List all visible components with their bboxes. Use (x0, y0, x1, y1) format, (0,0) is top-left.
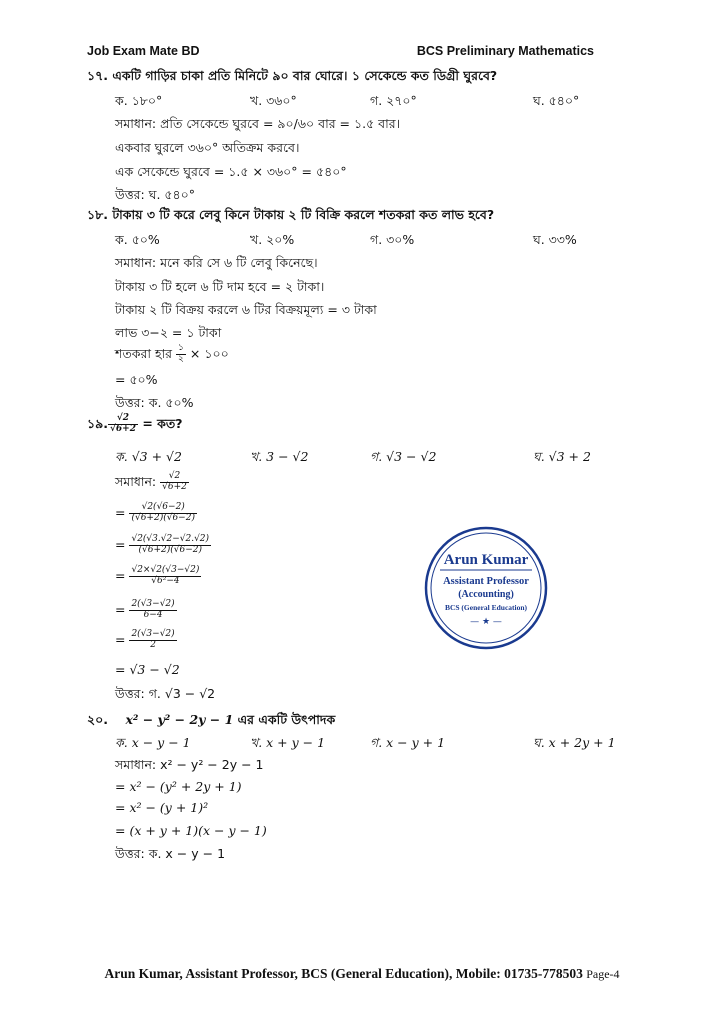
question-18: ১৮. টাকায় ৩ টি করে লেবু কিনে টাকায় ২ টি বিক্রি করলে শতকরা কত লাভ হবে? (87, 207, 495, 222)
options-17 (115, 93, 635, 113)
option-gha: ঘ. √3 + 2 (533, 449, 591, 464)
stamp-title: Assistant Professor (443, 576, 529, 587)
option-ga: গ. ৩০% (370, 232, 415, 247)
question-20 (87, 712, 335, 732)
rate-suffix: × ১০০ (189, 345, 229, 361)
options-18 (115, 232, 635, 252)
question-19 (87, 414, 183, 436)
fraction-numerator: √2(√6−2) (129, 503, 197, 514)
answer-20: উত্তর: ক. x − y − 1 (115, 846, 226, 861)
solution-step: = $\frac{2(√3-√2)}{6-4}$ (115, 599, 175, 620)
fraction-numerator: √2(√3.√2−√2.√2) (131, 534, 210, 544)
option-ka: ক. x − y − 1 (115, 735, 191, 750)
fraction-denominator: ২ (178, 353, 184, 364)
final-line: = √3 − √2 (115, 662, 180, 677)
solution-line: = (x + y + 1)(x − y − 1) (115, 823, 267, 838)
fraction-numerator: √2×√2(√3−√2) (131, 565, 200, 575)
solution-step: = $\frac{√2(√6-2)}{(√6+2)(√6-2)}$ (115, 502, 195, 523)
page-footer (0, 966, 724, 982)
fraction-denominator: 6−4 (143, 609, 163, 620)
question-expression: x² − y² − 2y − 1 (125, 712, 234, 727)
seal-stamp (424, 526, 548, 650)
question-tail: এর একটি উৎপাদক (237, 712, 336, 727)
stamp-dept: (Accounting) (458, 589, 514, 600)
fraction-numerator: ১ (176, 344, 186, 355)
solution-step: = $\frac{√2(√3.√2-√2.√2)}{(√6+2)(√6-2)}$ (115, 534, 210, 555)
stamp-star: — ★ — (470, 617, 502, 627)
step-fraction (129, 566, 201, 587)
fraction-numerator: √2 (160, 472, 189, 483)
fraction-numerator: √2 (108, 414, 138, 425)
fraction-denominator: (√6+2)(√6−2) (138, 544, 202, 555)
rate-prefix: শতকরা হার (115, 345, 173, 361)
page-number: Page-4 (586, 967, 620, 981)
rate-fraction (176, 344, 186, 365)
solution-line: টাকায় ২ টি বিক্রয় করলে ৬ টির বিক্রয়মূল্য = ৩ টাকা (115, 302, 377, 317)
option-kha: খ. ৩৬০° (250, 93, 297, 108)
question-fraction (108, 414, 138, 435)
solution-line: একবার ঘুরলে ৩৬০° অতিক্রম করবে। (115, 140, 300, 155)
solution-line: লাভ ৩−২ = ১ টাকা (115, 325, 222, 340)
solution-line: সমাধান: প্রতি সেকেন্ডে ঘুরবে = ৯০/৬০ বার = ১.৫ বার। (115, 116, 401, 131)
solution-line: = x² − (y + 1)² (115, 800, 209, 815)
header-left: Job Exam Mate BD (87, 44, 200, 58)
question-number: ২০. (87, 712, 109, 727)
solution-line: সমাধান: x² − y² − 2y − 1 (115, 757, 264, 772)
stamp-name: Arun Kumar (443, 552, 529, 568)
solution-label: সমাধান: (115, 473, 157, 489)
option-kha: খ. x + y − 1 (250, 735, 326, 750)
stamp-outer-ring (426, 528, 546, 648)
option-gha: ঘ. ৩৩% (533, 232, 577, 247)
option-gha: ঘ. x + 2y + 1 (533, 735, 616, 750)
question-number: ১৯. (87, 415, 108, 431)
answer-17: উত্তর: ঘ. ৫৪০° (115, 187, 196, 202)
fraction-denominator: 2 (150, 639, 156, 650)
step-fraction (160, 472, 189, 493)
step-fraction (129, 535, 211, 556)
solution-line: = x² − (y² + 2y + 1) (115, 779, 242, 794)
solution-step: = $\frac{√2\times√2(√3-√2)}{\text{√6²−4}}$ (115, 565, 200, 586)
option-kha: খ. ২০% (250, 232, 295, 247)
option-kha: খ. 3 − √2 (250, 449, 309, 464)
options-20 (115, 735, 635, 755)
step-fraction (129, 630, 176, 651)
solution-line: এক সেকেন্ডে ঘুরবে = ১.৫ × ৩৬০° = ৫৪০° (115, 164, 347, 179)
fraction-denominator: (√6+2)(√6−2) (131, 512, 195, 523)
option-gha: ঘ. ৫৪০° (533, 93, 580, 108)
fraction-numerator: 2(√3−√2) (131, 629, 175, 639)
option-ka: ক. ১৮০° (115, 93, 163, 108)
solution-line: টাকায় ৩ টি হলে ৬ টি দাম হবে = ২ টাকা। (115, 279, 325, 294)
option-ka: ক. ৫০% (115, 232, 160, 247)
header-right: BCS Preliminary Mathematics (416, 44, 594, 58)
option-ga: গ. x − y + 1 (370, 735, 446, 750)
solution-line: সমাধান: মনে করি সে ৬ টি লেবু কিনেছে। (115, 255, 318, 270)
answer-19: উত্তর: গ. √3 − √2 (115, 686, 216, 701)
fraction-denominator: √6²−4 (151, 575, 180, 586)
step-fraction (129, 600, 176, 621)
stamp-cadre: BCS (General Education) (444, 603, 528, 612)
result-line: = ৫০% (115, 372, 158, 387)
options-19 (115, 449, 635, 469)
option-ga: গ. ২৭০° (370, 93, 417, 108)
option-ga: গ. √3 − √2 (370, 449, 437, 464)
fraction-denominator: √6+2 (162, 481, 187, 492)
question-17: ১৭. একটি গাড়ির চাকা প্রতি মিনিটে ৯০ বার ঘোরে। ১ সেকেন্ডে কত ডিগ্রী ঘুরবে? (87, 68, 498, 83)
option-ka: ক. √3 + √2 (115, 449, 182, 464)
rate-line (115, 344, 229, 366)
solution-start (115, 472, 189, 494)
fraction-denominator: √6+2 (109, 423, 136, 434)
question-tail: = কত? (142, 415, 183, 431)
fraction-numerator: 2(√3−√2) (131, 599, 175, 609)
footer-text: Arun Kumar, Assistant Professor, BCS (General Education), Mobile: 01735-778503 (104, 966, 583, 981)
step-fraction (129, 503, 197, 524)
solution-step: = $\frac{2(√3-√2)}{2}$ (115, 629, 175, 650)
answer-18: উত্তর: ক. ৫০% (115, 395, 194, 410)
